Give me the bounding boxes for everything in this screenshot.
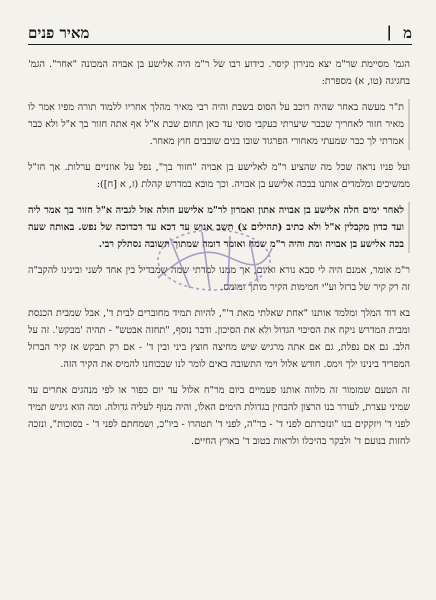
page-header: [28, 22, 412, 45]
quote-midrash: [28, 202, 410, 253]
page-number: מ: [403, 24, 412, 42]
paragraph-commentary: ועל פניו נראה שכל מה שהציע ר"מ לאלישע בן אבויה "חזור בך", נפל על אוזניים ערלות. אך חז"ל ממשיכים ומלמדים אותנו בבכה אלישע בן אבויה. וכך מובא במדרש קהלת (ז, א [ח]):: [28, 162, 410, 190]
quote-chagiga: ת"ר מעשה באחר שהיה רוכב על הסוס בשבת והיה רבי מאיר מהלך אחריו ללמוד תורה מפיו אמר לו מאיר חזור לאחריך שכבר שיערתי בעקבי סוסי עד כאן תחום שבת א"ל אף אתה חזור בך א"ל ולא כבר אמרתי לך כבר שמעתי מאחורי הפרגוד שובו בנים שובבים חוץ מאחר.: [28, 99, 410, 150]
paragraph-lesson: ר"מ אומר, אמנם היה לי סבא נורא ואיום, אך ממנו למדתי שמה שמבדיל בין אחד לשני ובינינו להקב"ה זה רק קיר של ברזל וע"י חמימות הקיר מותך ומומס.: [28, 265, 410, 293]
quote-midrash-text: לאחר ימים חלה אלישע בן אבויה אתון ואמרון לר"מ אלישע חולה אזל לגביה א"ל חזור בך אמר ליה ועד כדון מקבלין א"ל ולא כתיב (תהילים צ) תשב אנוש עד דכא עד דכדוכה של נפש. באותה שעה בכה אלישע בן אבויה ומת והיה ר"מ שמח ואומר דומה שמתוך תשובה נסתלק רבי.: [28, 205, 404, 250]
page-body: [28, 56, 410, 459]
paragraph-intro: הגמ' מסיימת שר"מ יצא מנירון קיסר. כידוע רבו של ר"מ היה אלישע בן אבויה המכונה "אחר". הגמ' בחגיגה (טו, א) מספרת:: [28, 59, 410, 87]
paragraph-elul: זה הטעם שמזמור זה מלווה אותנו פעמיים ביום מר"ח אלול עד יום כפור או לפי מנהגים אחרים עד שמיני עצרת, לעורר בנו הרצון להבחין בגדולת הימים האלו, והיה מנוף לעליה גדולה. ומה הוא גיגיש תמיד לפני ד' ויזקקים בנו "ונזכרתם לפני ד' - בר"ה, לפני ד' תטהרו - ביו"כ, ושמחתם לפני ד' - בסוכות", ונזכה לחזות בנועם ד' ולבקר בהיכלו ולראות בטוב ד' בארץ החיים.: [28, 385, 410, 447]
paragraph-david: בא דוד המלך ומלמד אותנו "אחת שאלתי מאת ד'", להיות תמיד מחוברים לבית ד', אבל שמבית הכנסת ומבית המדרש ניקח את הסיכוי הגדול ולא את הסיכון. ודבר נוסף, "תחזה אבטש" - תהיה 'מבקש'. זה על הלב. גם אם נפלת, גם אם אתה מרגיש שיש מחיצה חוצץ ביני ובין ד' - אם רק תבקש אז קיר הברזל המפריד בינינו ילך וימס. חודש אלול וימי התשובה באים לומר לנו שבכוחנו להמיס את הקיר הזה.: [28, 308, 410, 370]
running-title: מאיר פנים: [28, 24, 90, 42]
header-separator: |: [386, 23, 392, 41]
